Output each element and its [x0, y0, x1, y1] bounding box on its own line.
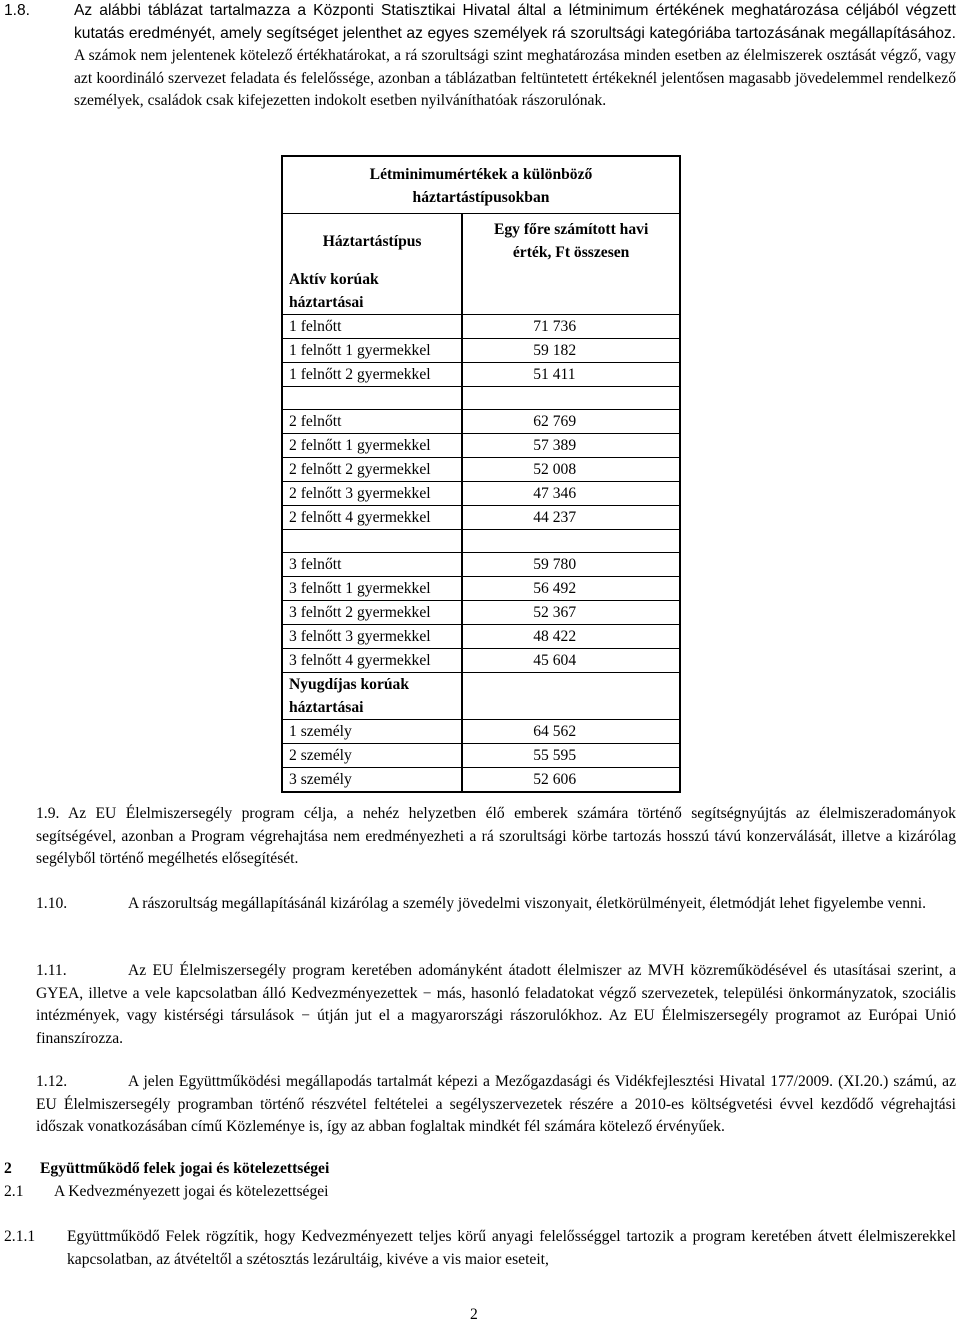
- heading-text: Együttműködő felek jogai és kötelezettségei: [40, 1160, 330, 1177]
- table-row-type: 3 felnőtt 2 gyermekkel: [282, 601, 462, 625]
- table-row-type: 3 felnőtt 4 gyermekkel: [282, 649, 462, 673]
- paragraph-text: Az EU Élelmiszersegély program keretében adományként átadott élelmiszer az MVH közreműködésével és utasításai szerint, a GYEA, illetve a vele kapcsolatban álló Kedvezményezettek − más, hasonló feladatokat végző szervezetek, települési önkormányzatok, szociális intézmények, vagy kistérségi társulások − útján jut el a magyarországi rászorulókhoz. Az EU Élelmiszersegély programot az Európai Unió finanszírozza.: [36, 962, 956, 1047]
- column-header-value: Egy főre számított havi érték, Ft összesen: [462, 214, 680, 269]
- table-row-type: 1 személy: [282, 720, 462, 744]
- empty-cell: [282, 387, 462, 410]
- section-heading-2-1: [4, 1181, 329, 1203]
- table-row-type: 2 felnőtt 3 gyermekkel: [282, 482, 462, 506]
- table-row-type: 2 személy: [282, 744, 462, 768]
- paragraph-1-11: [36, 960, 956, 1050]
- paragraph-text: Együttműködő Felek rögzítik, hogy Kedvezményezett teljes körű anyagi felelősséggel tartozik a program keretében átvett élelmiszerekkel kapcsolatban, az átvételtől a szétosztás lezárultáig, kivéve a vis maior eseteit,: [67, 1228, 956, 1268]
- section-label: Nyugdíjas korúak háztartásai: [282, 673, 462, 720]
- section-label: Aktív korúak háztartásai: [282, 268, 462, 315]
- empty-cell: [462, 387, 680, 410]
- page-number: 2: [470, 1306, 478, 1323]
- table-row-value: 57 389: [462, 434, 680, 458]
- table-row-type: 2 felnőtt 4 gyermekkel: [282, 506, 462, 530]
- table-row-type: 2 felnőtt: [282, 410, 462, 434]
- table-row-type: 1 felnőtt 2 gyermekkel: [282, 363, 462, 387]
- minimum-subsistence-table: [281, 155, 681, 793]
- heading-text: A Kedvezményezett jogai és kötelezettségei: [54, 1183, 329, 1200]
- empty-cell: [462, 268, 680, 315]
- paragraph-number: 1.10.: [36, 895, 68, 912]
- table-row-type: 2 felnőtt 1 gyermekkel: [282, 434, 462, 458]
- paragraph-text: A jelen Együttműködési megállapodás tartalmát képezi a Mezőgazdasági és Vidékfejlesztési Hivatal 177/2009. (XI.20.) számú, az EU Élelmiszersegély programban történő részvétel feltételei a segélyszervezetek részére a 2010-es költségvetési évvel kezdődő végrehajtási időszak vonatkozásában című Közleménye is, így az abban foglaltak mindkét fél számára kötelező érvényűek.: [36, 1073, 956, 1135]
- paragraph-2-1-1: [4, 1226, 956, 1271]
- paragraph-text: Az EU Élelmiszersegély program célja, a nehéz helyzetben élő emberek számára történő segítségnyújtás az élelmiszeradományok segítségével, azonban a Program végrehajtása nem eredményezheti a rá szorultsági körbe tartozás hosszú távú konzerválását, illetve a kizárólag segélyből történő megélhetés elősegítését.: [36, 805, 956, 867]
- paragraph-text: Az alábbi táblázat tartalmazza a Központi Statisztikai Hivatal által a létminimum értékének meghatározása céljából végzett kutatás eredményét, amely segítséget jelenthet az egyes személyek rá szorultsági kategóriába tartozásának megállapításához.: [74, 2, 956, 42]
- table-row-value: 64 562: [462, 720, 680, 744]
- paragraph-number: 1.12.: [36, 1073, 68, 1090]
- table-row-type: 3 felnőtt 1 gyermekkel: [282, 577, 462, 601]
- table-row-value: 52 606: [462, 768, 680, 793]
- table-row-value: 44 237: [462, 506, 680, 530]
- empty-cell: [462, 673, 680, 720]
- paragraph-body: [4, 0, 956, 113]
- table-row-value: 45 604: [462, 649, 680, 673]
- table-row-value: 59 780: [462, 553, 680, 577]
- table-row-value: 71 736: [462, 315, 680, 339]
- table-row-type: 1 felnőtt: [282, 315, 462, 339]
- paragraph-1-12: [36, 1071, 956, 1139]
- table-row-type: 3 felnőtt 3 gyermekkel: [282, 625, 462, 649]
- paragraph-number: 1.11.: [36, 962, 67, 979]
- table-row-value: 56 492: [462, 577, 680, 601]
- paragraph-1-9: [36, 803, 956, 871]
- table-row-type: 2 felnőtt 2 gyermekkel: [282, 458, 462, 482]
- empty-cell: [462, 530, 680, 553]
- section-heading-2: [4, 1158, 329, 1180]
- table-row-type: 3 felnőtt: [282, 553, 462, 577]
- table-row-value: 52 008: [462, 458, 680, 482]
- table-row-value: 62 769: [462, 410, 680, 434]
- paragraph-text: A rászorultság megállapításánál kizárólag a személy jövedelmi viszonyait, életkörülményeit, életmódját lehet figyelembe venni.: [128, 895, 927, 912]
- paragraph-1-8: [4, 0, 956, 113]
- paragraph-text: A számok nem jelentenek kötelező értékhatárokat, a rá szorultsági szint meghatározása minden esetben az élelmiszerek osztását végző, vagy azt koordináló szervezet feladata és felelőssége, azonban a táblázatban feltüntetett értékeknél jelentősen magasabb jövedelemmel rendelkező személyek, családok csak kifejezetten indokolt esetben nyilváníthatóak rászorulónak.: [74, 47, 956, 109]
- table-row-value: 48 422: [462, 625, 680, 649]
- table-row-value: 59 182: [462, 339, 680, 363]
- table-title: Létminimumértékek a különböző háztartástípusokban: [282, 156, 680, 214]
- heading-number: 2: [4, 1160, 12, 1177]
- column-header-type: Háztartástípus: [282, 214, 462, 269]
- paragraph-number: 1.8.: [4, 2, 31, 19]
- paragraph-1-10: [36, 893, 956, 916]
- table-row-value: 47 346: [462, 482, 680, 506]
- paragraph-number: 1.9.: [36, 805, 60, 822]
- table-row-value: 51 411: [462, 363, 680, 387]
- table-row-type: 3 személy: [282, 768, 462, 793]
- table-row-value: 55 595: [462, 744, 680, 768]
- paragraph-body: [4, 1226, 956, 1271]
- table-row-type: 1 felnőtt 1 gyermekkel: [282, 339, 462, 363]
- paragraph-number: 2.1.1: [4, 1228, 36, 1245]
- heading-number: 2.1: [4, 1183, 24, 1200]
- empty-cell: [282, 530, 462, 553]
- table-row-value: 52 367: [462, 601, 680, 625]
